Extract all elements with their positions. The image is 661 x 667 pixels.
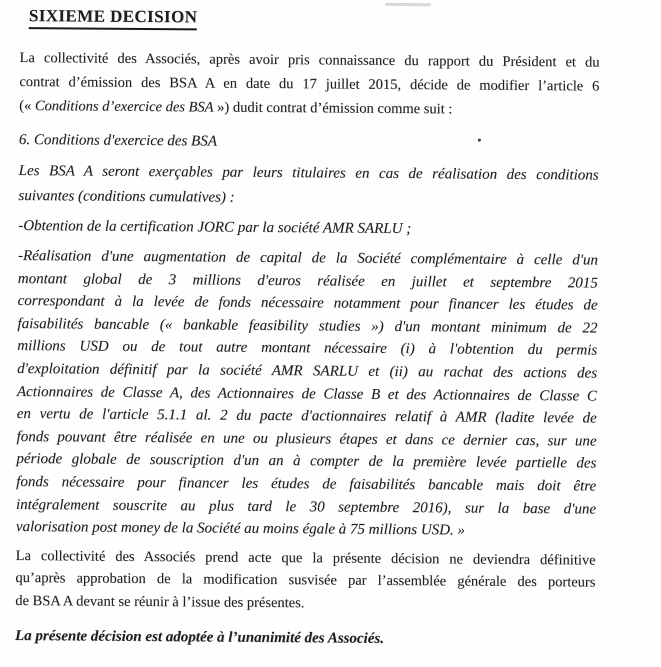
text-line: -Réalisation d'une augmentation de capital de la Société complémentaire à celle d'un	[17, 247, 599, 269]
text-line: 6. Conditions d'exercice des BSA	[18, 131, 217, 150]
text-line: fonds nécessaire pour financer les études de faisabilités bancable mais doit être	[16, 473, 597, 495]
article-6-heading	[19, 130, 599, 156]
text-segment: ») dudit contrat d’émission comme suit :	[213, 99, 453, 118]
text-line: Actionnaires de Classe A, des Actionnaires de Classe B et des Actionnaires de Classe C	[16, 383, 597, 405]
text-line: période globale de souscription d'un an à compter de la première levée partielle des	[16, 451, 597, 472]
text-line: faisabilités bancable (« bankable feasibility studies ») d'un montant minimum de 22	[17, 315, 598, 337]
text-segment: («	[19, 97, 35, 115]
decision-title	[29, 6, 600, 33]
paragraph-intro	[19, 46, 600, 123]
text-line: correspondant à la levée de fonds nécessaire notamment pour financer les études de	[17, 293, 598, 314]
text-line: suivantes (conditions cumulatives) :	[18, 187, 235, 206]
condition-jorc	[18, 215, 598, 242]
adoption-statement	[15, 625, 595, 652]
text-line: qu’après approbation de la modification susvisée par l’assemblée générale des porteurs	[15, 570, 596, 591]
text-line: contrat d’émission des BSA A en date du 17 juillet 2015, décide de modifier l’article 6	[19, 73, 600, 95]
text-line	[19, 94, 599, 123]
text-line: La collectivité des Associés prend acte que la présente décision ne deviendra définitive	[15, 547, 596, 569]
condition-capital-increase	[16, 245, 598, 543]
paragraph-acknowledgement	[15, 545, 596, 617]
text-line: en vertu de l'article 5.1.1 al. 2 du pacte d'actionnaires relatif à AMR (ladite levée de	[16, 406, 597, 427]
text-line: fonds pouvant être réalisée en une ou plusieurs étapes et dans ce dernier cas, sur une	[16, 428, 597, 450]
text-segment-italic: Conditions d’exercice des BSA	[34, 98, 214, 116]
text-line: valorisation post money de la Société au moins égale à 75 millions USD. »	[15, 519, 466, 539]
paragraph-conditions-intro	[18, 159, 598, 214]
text-line: intégralement souscrite au plus tard le 30 septembre 2016), sur la base d'une	[15, 496, 597, 518]
scan-smudge-artifact	[385, 3, 431, 6]
scan-speck-artifact	[478, 139, 481, 142]
text-line: Les BSA A seront exerçables par leurs titulaires en cas de réalisation des conditions	[18, 162, 599, 184]
text-line: de BSA A devant se réunir à l’issue des présentes.	[15, 592, 305, 611]
text-line: La présente décision est adoptée à l’unanimité des Associés.	[14, 628, 385, 648]
text-line: millions USD ou de tout autre montant nécessaire (i) à l'obtention du permis	[17, 338, 598, 359]
text-line: -Obtention de la certification JORC par la société AMR SARLU ;	[18, 217, 412, 238]
text-line: d'exploitation définitif par la société AMR SARLU et (ii) au rachat des actions des	[17, 360, 598, 382]
text-line: montant global de 3 millions d'euros réalisée en juillet et septembre 2015	[17, 270, 598, 292]
text-line: La collectivité des Associés, après avoir pris connaissance du rapport du Président et du	[19, 49, 600, 71]
decision-title-text: SIXIEME DECISION	[29, 6, 198, 30]
